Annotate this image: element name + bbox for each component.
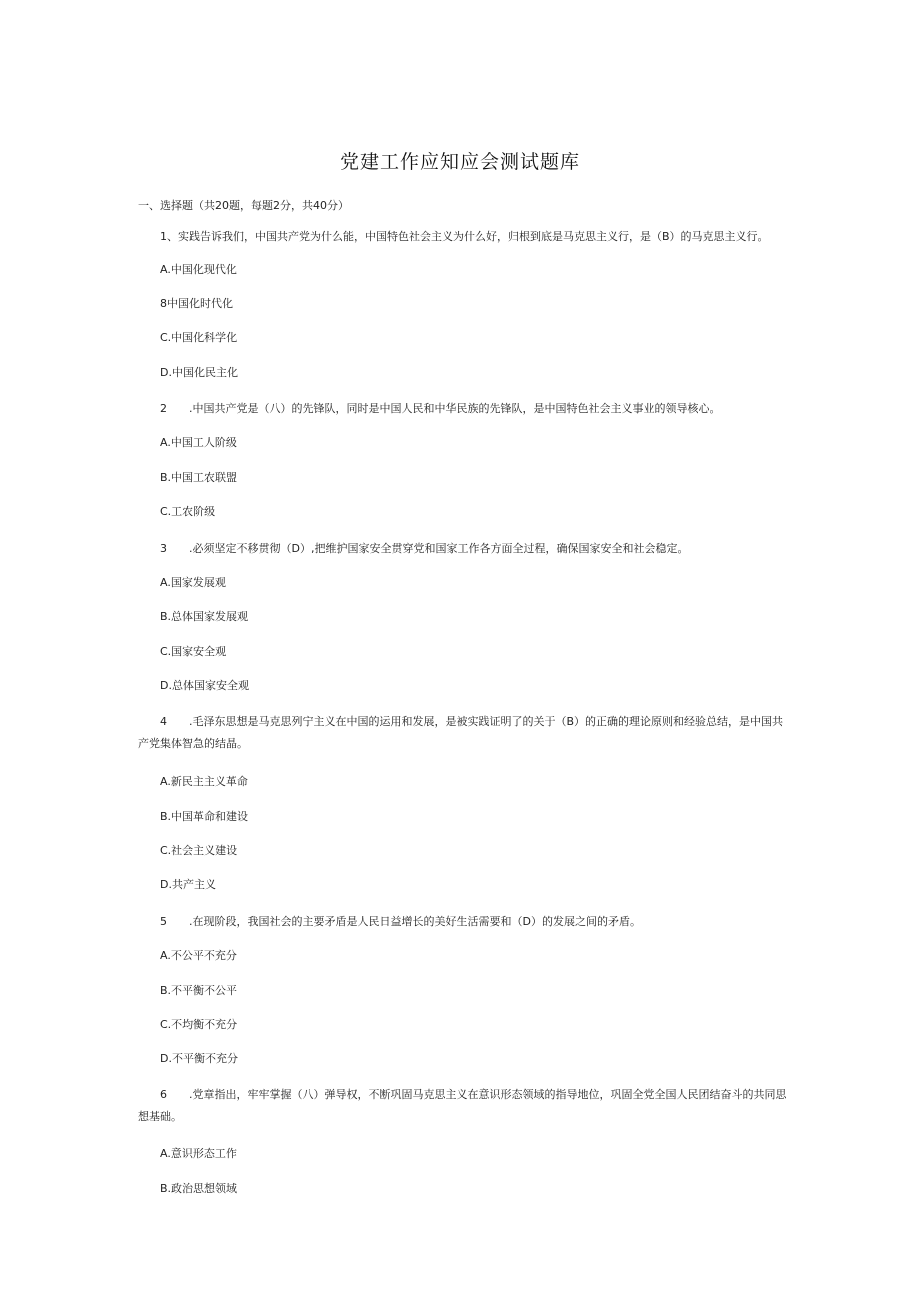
option-5c: C.不均衡不充分 (160, 1018, 238, 1031)
option-4b: B.中国革命和建设 (160, 810, 249, 823)
option-5a: A.不公平不充分 (160, 949, 237, 962)
option-5d: D.不平衡不充分 (160, 1052, 238, 1065)
option-3b: B.总体国家发展观 (160, 610, 249, 623)
option-4d: D.共产主义 (160, 878, 216, 891)
question-text: .毛泽东思想是马克思列宁主义在中国的运用和发展，是被实践证明了的关于（B）的正确的理论原则和经验总结，是中国共产党集体智急的结晶。 (138, 715, 784, 750)
option-6b: B.政治思想领域 (160, 1182, 238, 1195)
question-6 (138, 1084, 788, 1128)
question-1 (160, 226, 785, 248)
option-4c: C.社会主义建设 (160, 844, 238, 857)
option-1b: 8中国化时代化 (160, 297, 233, 310)
question-5 (160, 911, 785, 933)
question-text: .在现阶段，我国社会的主要矛盾是人民日益增长的美好生活需要和（D）的发展之间的矛盾。 (189, 915, 641, 928)
option-2b: B.中国工农联盟 (160, 471, 238, 484)
option-2c: C.工农阶级 (160, 505, 216, 518)
section-heading: 一、选择题（共20题，每题2分，共40分） (138, 199, 349, 212)
question-2 (160, 398, 785, 420)
question-number: 1、 (160, 230, 178, 243)
option-4a: A.新民主主义革命 (160, 775, 248, 788)
option-1a: A.中国化现代化 (160, 263, 237, 276)
option-1c: C.中国化科学化 (160, 331, 238, 344)
option-3a: A.国家发展观 (160, 576, 226, 589)
question-number: 3 (160, 542, 167, 555)
question-4 (138, 711, 788, 755)
document-title: 党建工作应知应会测试题库 (339, 151, 580, 173)
question-text: .党章指出，牢牢掌握（八）弹导权，不断巩固马克思主义在意识形态领域的指导地位，巩固全党全国人民团结奋斗的共同思想基础。 (138, 1088, 787, 1123)
option-3c: C.国家安全观 (160, 645, 227, 658)
question-number: 4 (160, 715, 167, 728)
question-text: 实践告诉我们，中国共产党为什么能，中国特色社会主义为什么好，归根到底是马克思主义行，是（B）的马克思主义行。 (178, 230, 769, 243)
option-2a: A.中国工人阶级 (160, 436, 237, 449)
question-3 (160, 538, 785, 560)
option-5b: B.不平衡不公平 (160, 984, 238, 997)
option-3d: D.总体国家安全观 (160, 679, 249, 692)
option-6a: A.意识形态工作 (160, 1147, 237, 1160)
question-number: 5 (160, 915, 167, 928)
question-text: .中国共产党是（八）的先锋队，同时是中国人民和中华民族的先锋队，是中国特色社会主义事业的领导核心。 (189, 402, 721, 415)
question-text: .必须坚定不移贯彻（D）,把维护国家安全贯穿党和国家工作各方面全过程，确保国家安全和社会稳定。 (189, 542, 689, 555)
question-number: 2 (160, 402, 167, 415)
question-number: 6 (160, 1088, 167, 1101)
option-1d: D.中国化民主化 (160, 366, 238, 379)
